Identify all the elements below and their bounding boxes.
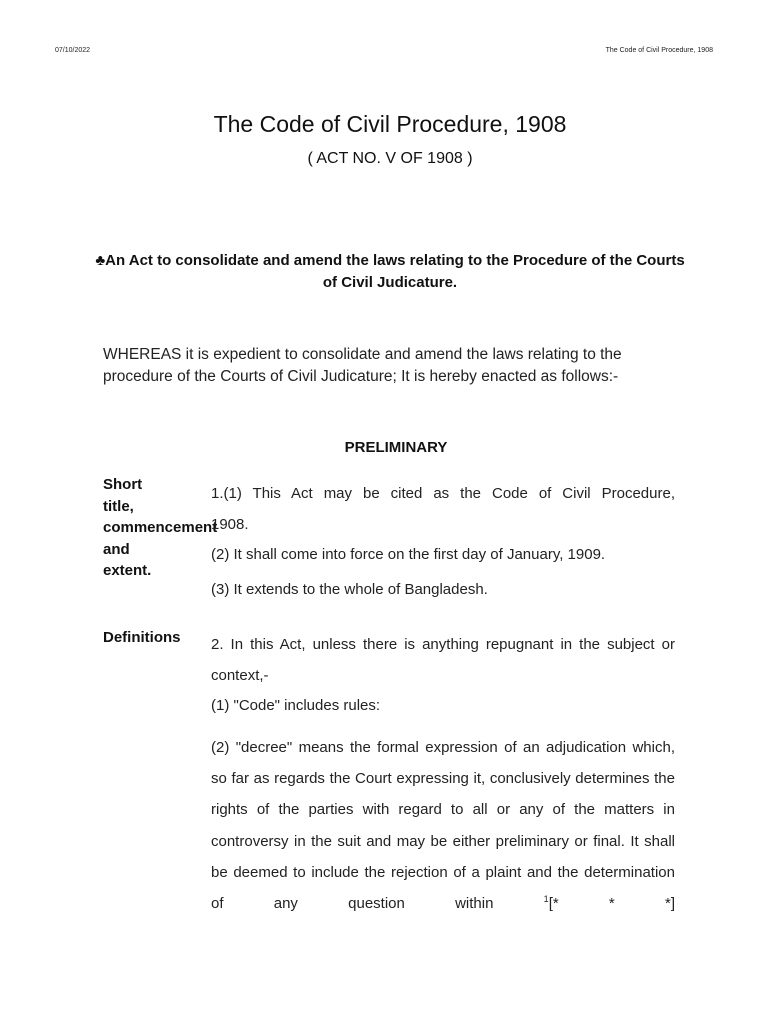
document-title: The Code of Civil Procedure, 1908 [213, 111, 567, 137]
footnote-reference[interactable]: 1 [543, 894, 549, 905]
header-running-title: The Code of Civil Procedure, 1908 [605, 47, 713, 54]
definition-decree [211, 732, 675, 919]
section-1-line-2: 1908. [211, 516, 249, 533]
definition-code: (1) "Code" includes rules: [211, 697, 381, 714]
document-subtitle: ( ACT NO. V OF 1908 ) [307, 150, 473, 167]
side-note-definitions: Definitions [103, 629, 181, 646]
section-1-subsection-1 [211, 478, 675, 540]
definition-decree-text: (2) "decree" means the formal expression of an adjudication which, so far as regards the Court expressing it, conclusively determines the rights of the parties with regard to all or any of the matters in controversy in the suit and may be either preliminary or final. It shall be deemed to include the rejection of a plaint and the determination of any question within [211, 739, 675, 913]
section-2-intro: 2. In this Act, unless there is anything repugnant in the subject or context,- [211, 636, 675, 684]
section-1-line-1: 1.(1) This Act may be cited as the Code of Civil Procedure, [211, 485, 675, 502]
side-note-section-1: Short title, commencement and extent. [103, 476, 218, 579]
preamble: WHEREAS it is expedient to consolidate and amend the laws relating to the procedure of the Courts of Civil Judicature; It is hereby enacted as follows:- [103, 346, 622, 385]
omission-marker: [* * *] [548, 895, 675, 913]
section-1-subsection-3: (3) It extends to the whole of Bangladesh. [211, 581, 488, 598]
section-1-subsection-2: (2) It shall come into force on the first day of January, 1909. [211, 546, 606, 563]
preliminary-heading: PRELIMINARY [344, 439, 448, 456]
act-description: ♣An Act to consolidate and amend the laws relating to the Procedure of the Courts of Civil Judicature. [95, 252, 685, 291]
header-date: 07/10/2022 [55, 47, 91, 54]
